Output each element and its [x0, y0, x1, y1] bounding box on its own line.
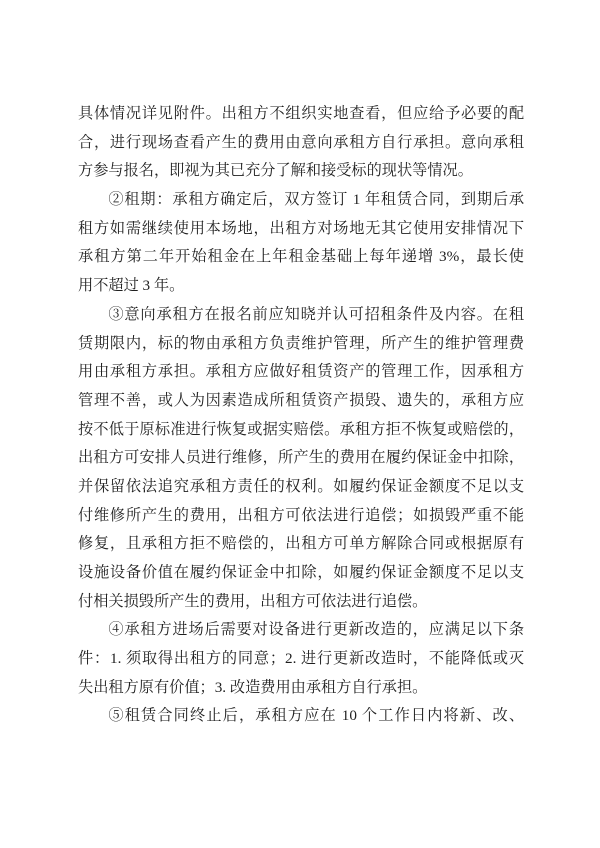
text-line: 并保留依法追究承租方责任的权利。如履约保证金额度不足以支: [78, 477, 524, 495]
text-line: 修复，且承租方拒不赔偿的，出租方可单方解除合同或根据原有: [78, 535, 524, 553]
text-line: 设施设备价值在履约保证金中扣除，如履约保证金额度不足以支: [78, 564, 524, 581]
text-line: 件：1. 须取得出租方的同意；2. 进行更新改造时，不能降低或灭: [78, 650, 524, 668]
text-block: [78, 100, 524, 731]
text-line: 合，进行现场查看产生的费用由意向承租方自行承担。意向承租: [78, 133, 524, 151]
paragraph-clause-5-termination: [78, 702, 524, 731]
text-line: 出租方可安排人员进行维修，所产生的费用在履约保证金中扣除，: [78, 449, 524, 467]
text-line: 管理不善，或人为因素造成所租赁资产损毁、遗失的，承租方应: [78, 391, 524, 409]
text-line: ②租期：承租方确定后，双方签订 1 年租赁合同，到期后承: [108, 191, 524, 209]
text-line: 用不超过 3 年。: [78, 277, 185, 295]
paragraph-clause-4-renovation: [78, 616, 524, 702]
paragraph-continuation: [78, 100, 524, 186]
text-line: 用由承租方承担。承租方应做好租赁资产的管理工作，因承租方: [78, 363, 524, 381]
text-line: ③意向承租方在报名前应知晓并认可招租条件及内容。在租: [108, 305, 524, 323]
paragraph-clause-3-maintenance: [78, 301, 524, 617]
text-line: ④承租方进场后需要对设备进行更新改造的，应满足以下条: [108, 621, 524, 639]
text-line: 赁期限内，标的物由承租方负责维护管理，所产生的维护管理费: [78, 334, 524, 352]
text-line: 失出租方原有价值；3. 改造费用由承租方自行承担。: [78, 678, 428, 696]
text-line: 承租方第二年开始租金在上年租金基础上每年递增 3%，最长使: [78, 248, 524, 266]
text-line: 租方如需继续使用本场地，出租方对场地无其它使用安排情况下: [78, 219, 524, 237]
paragraph-clause-2-lease-term: [78, 186, 524, 301]
text-line: ⑤租赁合同终止后，承租方应在 10 个工作日内将新、改、: [108, 707, 524, 725]
text-line: 具体情况详见附件。出租方不组织实地查看，但应给予必要的配: [78, 105, 524, 122]
text-line: 方参与报名，即视为其已充分了解和接受标的现状等情况。: [78, 162, 473, 180]
text-line: 按不低于原标准进行恢复或据实赔偿。承租方拒不恢复或赔偿的，: [78, 420, 524, 438]
text-line: 付维修所产生的费用，出租方可依法进行追偿；如损毁严重不能: [78, 506, 524, 524]
text-line: 付相关损毁所产生的费用，出租方可依法进行追偿。: [78, 592, 428, 610]
